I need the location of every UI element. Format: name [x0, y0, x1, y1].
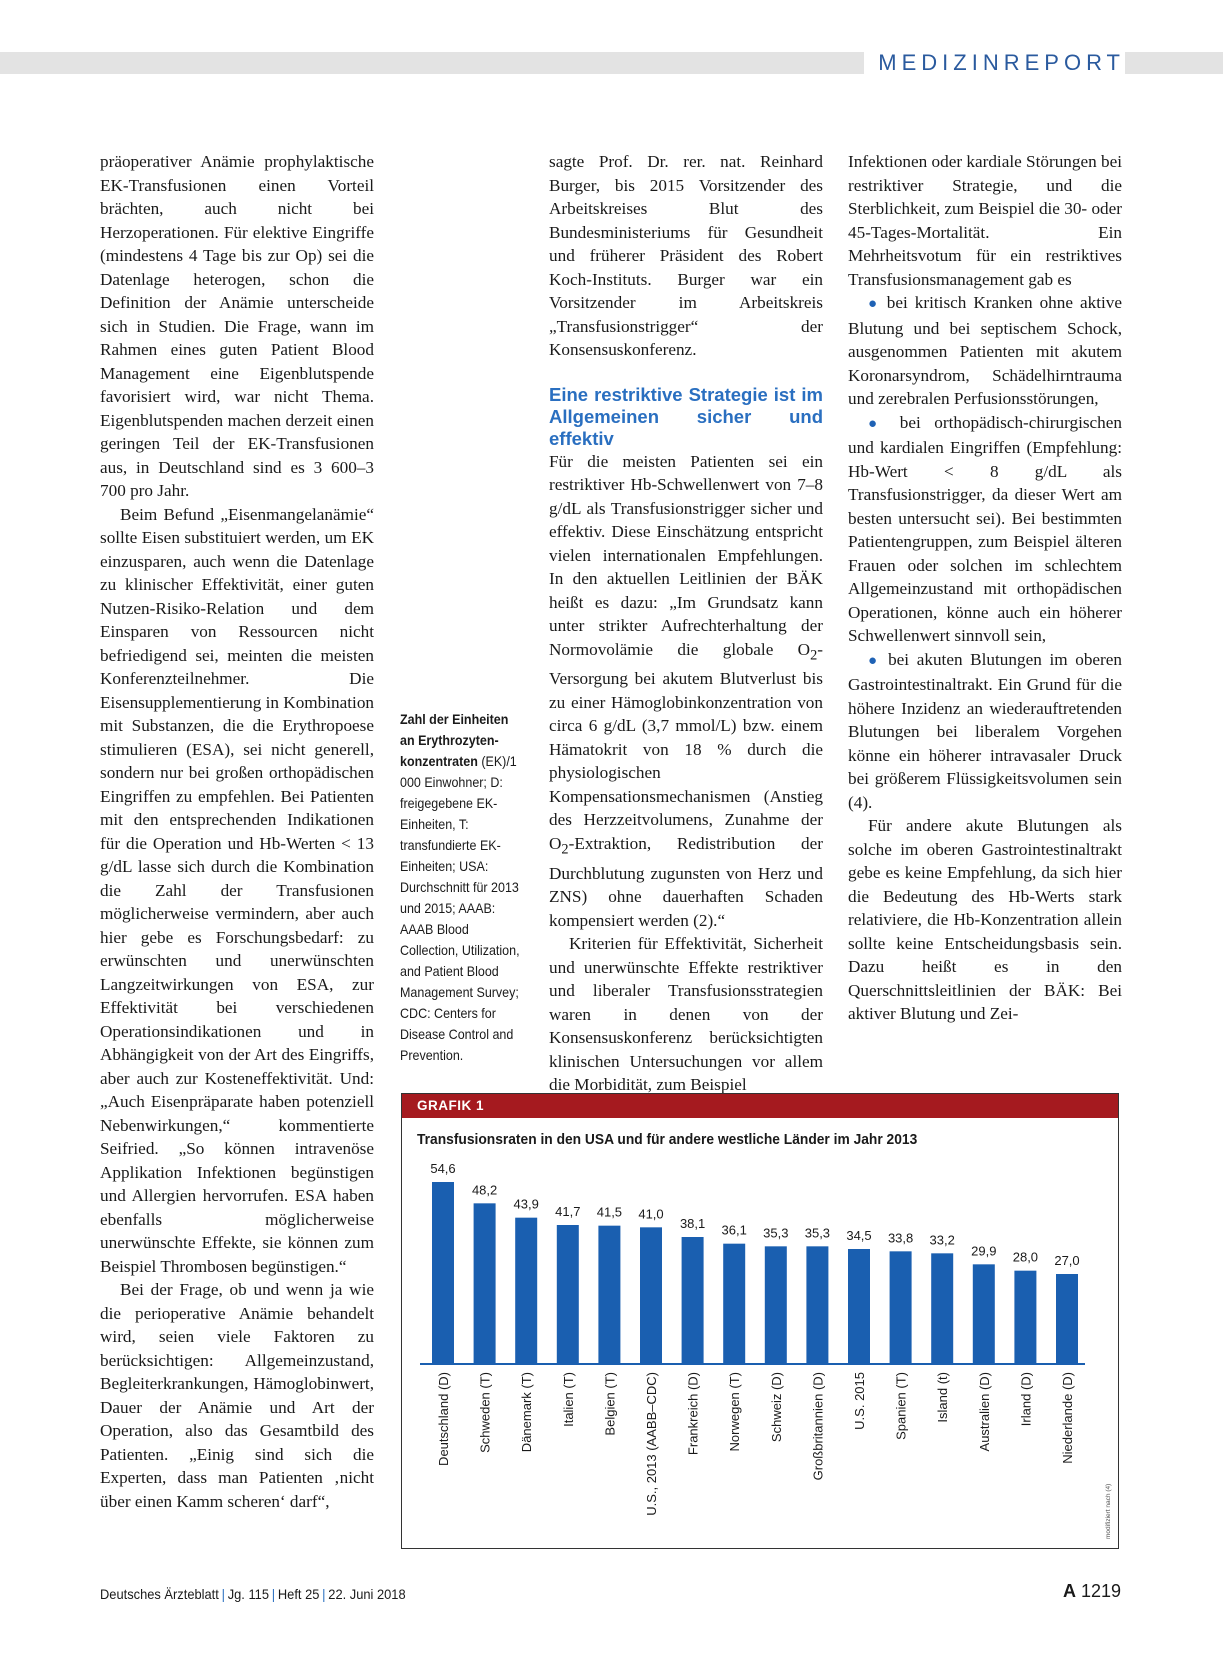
bullet-text: bei orthopädisch-chirurgischen und kardialen Eingriffen (Empfehlung: Hb-Wert < 8 g/dL als Transfusionstrigger, da dieser Wert am besten untersucht sei). Bei bestimmten Patientengruppen, zum Beispiel älteren Frauen oder solchen im schlechtem Allgemeinzustand mit orthopädischen Operationen, könne auch ein höherer Schwellenwert sinnvoll sein,	[848, 412, 1122, 645]
bar	[1056, 1274, 1078, 1364]
figure-label: GRAFIK 1	[402, 1094, 1118, 1118]
paragraph: Kriterien für Effektivität, Sicherheit und unerwünschte Effekte restriktiver und liberaler Transfusionsstrategien waren in denen von der Konsensuskonferenz berücksichtigten klinischen Untersuchungen vor allem die Morbidität, zum Beispiel	[549, 934, 823, 1095]
separator: |	[322, 1586, 326, 1602]
bar	[640, 1227, 662, 1364]
data-label: 27,0	[1054, 1253, 1080, 1268]
bullet-dot-icon: ●	[868, 652, 881, 669]
data-label: 29,9	[971, 1243, 997, 1259]
paragraph: präoperativer Anämie prophylaktische EK-Transfusionen einen Vorteil brächten, auch nicht bei Herzoperationen. Für elektive Eingriffe (mindestens 4 Tage bis zur Op) sei die Datenlage heterogen, schon die Definition der Anämie unterscheide sich in Studien. Die Frage, wann im Rahmen eines guten Patient Blood Management eine Eigenblutspende favorisiert wird, war nicht Thema. Eigenblutspenden machen derzeit einen geringen Teil der EK-Transfusionen aus, in Deutschland sind es 3 600–3 700 pro Jahr.	[100, 152, 374, 500]
bar	[557, 1225, 579, 1364]
bar	[682, 1237, 704, 1364]
section-heading: Eine restriktive Strategie ist im Allgemeinen sicher und effektiv	[549, 383, 823, 449]
bullet-dot-icon: ●	[868, 415, 887, 432]
bar	[598, 1226, 620, 1364]
tick-label: Schweiz (D)	[768, 1372, 784, 1443]
figure-box	[401, 1093, 1119, 1549]
bar	[723, 1244, 745, 1364]
text-run: -Versorgung bei akutem Blutverlust bis zu einer Hämoglobinkonzentration von circa 6 g/dL (3,7 mmol/L) bzw. einem Hämatokrit von 18 % durch die physiologischen Kompensationsmechanismen (Anstieg des Herzzeitvolumens, Zunahme der O	[549, 639, 823, 853]
page-number	[1063, 1581, 1121, 1602]
bar	[806, 1246, 828, 1364]
bar	[890, 1251, 912, 1364]
text-column-3	[848, 150, 1122, 1026]
data-label: 41,0	[638, 1206, 664, 1222]
bar	[765, 1246, 787, 1364]
data-label: 35,3	[804, 1225, 831, 1241]
journal-volume: Jg. 115	[227, 1586, 270, 1602]
data-label: 36,1	[721, 1222, 747, 1238]
tick-label: Norwegen (T)	[727, 1372, 743, 1452]
data-label: 54,6	[430, 1161, 456, 1176]
bar	[474, 1203, 496, 1364]
bar	[848, 1249, 870, 1364]
paragraph	[549, 450, 823, 933]
paragraph: Beim Befund „Eisenmangelanämie“ sollte Eisen substituiert werden, um EK einzusparen, auch wenn die Datenlage zu klinischer Effektivität, einer guten Nutzen-Risiko-Relation und dem Einsparen von Ressourcen nicht befriedigend sei, meinten die meisten Konferenzteilnehmer. Die Eisensupplementierung in Kombination mit Substanzen, die die Erythropoese stimulieren (ESA), sei nicht generell, sondern nur bei großen orthopädischen Eingriffen zu empfehlen. Bei Patienten mit den entsprechenden Indikationen für die Operation und Hb-Werten < 13 g/dL lasse sich durch die Kombination die Zahl der Transfusionen möglicherweise vermindern, aber auch hier gebe es Forschungsbedarf: zu erwünschten und unerwünschten Langzeitwirkungen von ESA, zur Effektivität bei verschiedenen Operationsindikationen und in Abhängigkeit von der Art des Eingriffs, aber auch zur Kosteneffektivität. Und: „Auch Eisenpräparate haben potenziell Nebenwirkungen,“ kommentierte Seifried. „So können intravenöse Applikation Infektionen begünstigen und Allergien hervorrufen. ESA haben ebenfalls möglicherweise unerwünschte Effekte, sie können zum Beispiel Thrombosen begünstigen.“	[100, 504, 375, 1276]
paragraph: sagte Prof. Dr. rer. nat. Reinhard Burger, bis 2015 Vorsitzender des Arbeitskreises Blut des Bundesministeriums für Gesundheit und früherer Präsident des Robert Koch-Instituts. Burger war ein Vorsitzender im Arbeitskreis „Transfusionstrigger“ der Konsensuskonferenz.	[549, 152, 823, 359]
tick-label: Dänemark (T)	[519, 1372, 535, 1453]
footer-citation	[100, 1586, 406, 1602]
data-label: 41,5	[596, 1204, 623, 1220]
data-label: 48,2	[471, 1182, 498, 1198]
tick-label: Niederlande (D)	[1060, 1372, 1075, 1464]
tick-label: Großbritannien (D)	[810, 1372, 826, 1481]
section-label: MEDIZINREPORT	[864, 48, 1125, 78]
text-run: -Extraktion, Redistribution der Durchblutung zugunsten von Herz und ZNS) ohne dauerhaften Schaden kompensiert werden (2).“	[549, 833, 823, 930]
page-prefix: A	[1062, 1581, 1076, 1601]
journal-date: 22. Juni 2018	[328, 1586, 406, 1602]
separator: |	[271, 1586, 276, 1602]
data-label: 35,3	[763, 1225, 789, 1241]
bar	[432, 1182, 454, 1364]
figure-caption	[400, 709, 521, 1066]
bar	[515, 1218, 537, 1364]
tick-label: U.S. 2015	[852, 1372, 867, 1430]
text-column-2	[549, 150, 823, 1097]
journal-issue: Heft 25	[277, 1586, 320, 1602]
bullet-item	[848, 648, 1122, 815]
source-note: modifiziert nach (4)	[1105, 1483, 1112, 1539]
paragraph: Für andere akute Blutungen als solche im oberen Gastrointestinaltrakt gebe es keine Empfehlung, da sich hier die Bedeutung des Hb-Werts stark relativiere, die Hb-Konzentration allein sollte keine Entscheidungsbasis sein. Dazu heißt es in den Querschnittsleitlinien der BÄK: Bei aktiver Blutung und Zei-	[848, 816, 1122, 1023]
data-label: 34,5	[846, 1228, 872, 1243]
data-label: 41,7	[555, 1204, 581, 1219]
data-label: 33,2	[929, 1232, 955, 1248]
caption-body: (EK)/1 000 Einwohner; D: freigegebene EK-Einheiten, T: transfundierte EK-Einheiten; USA: Durchschnitt für 2013 und 2015; AAAB: AAAB Blood Collection, Utilization, and Patient Blood Management Survey; CDC: Centers for Disease Control and Prevention.	[400, 754, 520, 1063]
subscript: 2	[561, 841, 569, 858]
tick-label: Schweden (T)	[477, 1372, 493, 1453]
bar-chart	[402, 1094, 1118, 1548]
caption-title: Zahl der Einheiten an Erythrozyten- konzentraten	[400, 712, 509, 769]
tick-label: Italien (T)	[560, 1372, 576, 1427]
tick-label: Irland (D)	[1018, 1372, 1034, 1427]
tick-label: Spanien (T)	[893, 1372, 909, 1440]
data-label: 43,9	[513, 1196, 539, 1212]
bar	[973, 1264, 995, 1364]
text-run: Für die meisten Patienten sei ein restriktiver Hb-Schwellenwert von 7–8 g/dL als Transfusionstrigger sicher und effektiv. Diese Einschätzung entspricht vielen internationalen Empfehlungen. In den aktuellen Leitlinien der BÄK heißt es dazu: „Im Grundsatz kann unter strikter Aufrechterhaltung der Normovolämie die globale O	[549, 451, 823, 659]
bullet-dot-icon: ●	[868, 296, 880, 312]
bullet-item	[848, 411, 1122, 648]
text-column-1	[100, 150, 374, 1513]
data-label: 28,0	[1012, 1249, 1039, 1265]
bullet-text: bei kritisch Kranken ohne aktive Blutung und bei septischem Schock, ausgenommen Patienten mit akutem Koronarsyndrom, Schädelhirntrauma und zerebralen Perfusionsstörungen,	[848, 293, 1122, 408]
tick-label: Island (t)	[935, 1372, 951, 1423]
paragraph: Bei der Frage, ob und wenn ja wie die perioperative Anämie behandelt wird, seien viele Faktoren zu berücksichtigen: Allgemeinzustand, Begleiterkrankungen, Hämoglobinwert, Dauer der Anämie und Art der Operation, also das Gesamtbild des Patienten. „Einig sind sich die Experten, dass man Patienten ‚nicht über einen Kamm scheren‘ darf“,	[100, 1280, 374, 1511]
tick-label: Frankreich (D)	[685, 1372, 701, 1456]
chart-title: Transfusionsraten in den USA und für andere westliche Länder im Jahr 2013	[417, 1131, 918, 1148]
page-number-value: 1219	[1080, 1581, 1121, 1601]
bar	[1014, 1271, 1036, 1364]
bar	[931, 1253, 953, 1364]
paragraph: Infektionen oder kardiale Störungen bei restriktiver Strategie, und die Sterblichkeit, zum Beispiel die 30- oder 45-Tages-Mortalität. Ein Mehrheitsvotum für ein restriktives Transfusionsmanagement gab es	[848, 152, 1122, 289]
bullet-text: bei akuten Blutungen im oberen Gastrointestinaltrakt. Ein Grund für die höhere Inzidenz an wiederauftretenden Blutungen bei liberalem Vorgehen könne ein höherer intravasaler Druck bei größerem Flüssigkeitsvolumen sein (4).	[848, 649, 1123, 812]
data-label: 38,1	[679, 1216, 706, 1231]
separator: |	[221, 1586, 225, 1602]
data-label: 33,8	[887, 1230, 914, 1246]
tick-label: U.S., 2013 (AABB–CDC)	[644, 1372, 659, 1516]
bullet-item	[848, 291, 1122, 411]
tick-label: Australien (D)	[976, 1372, 992, 1452]
tick-label: Deutschland (D)	[436, 1372, 451, 1466]
subscript: 2	[810, 646, 818, 663]
journal-name: Deutsches Ärzteblatt	[100, 1586, 219, 1602]
tick-label: Belgien (T)	[602, 1372, 618, 1436]
